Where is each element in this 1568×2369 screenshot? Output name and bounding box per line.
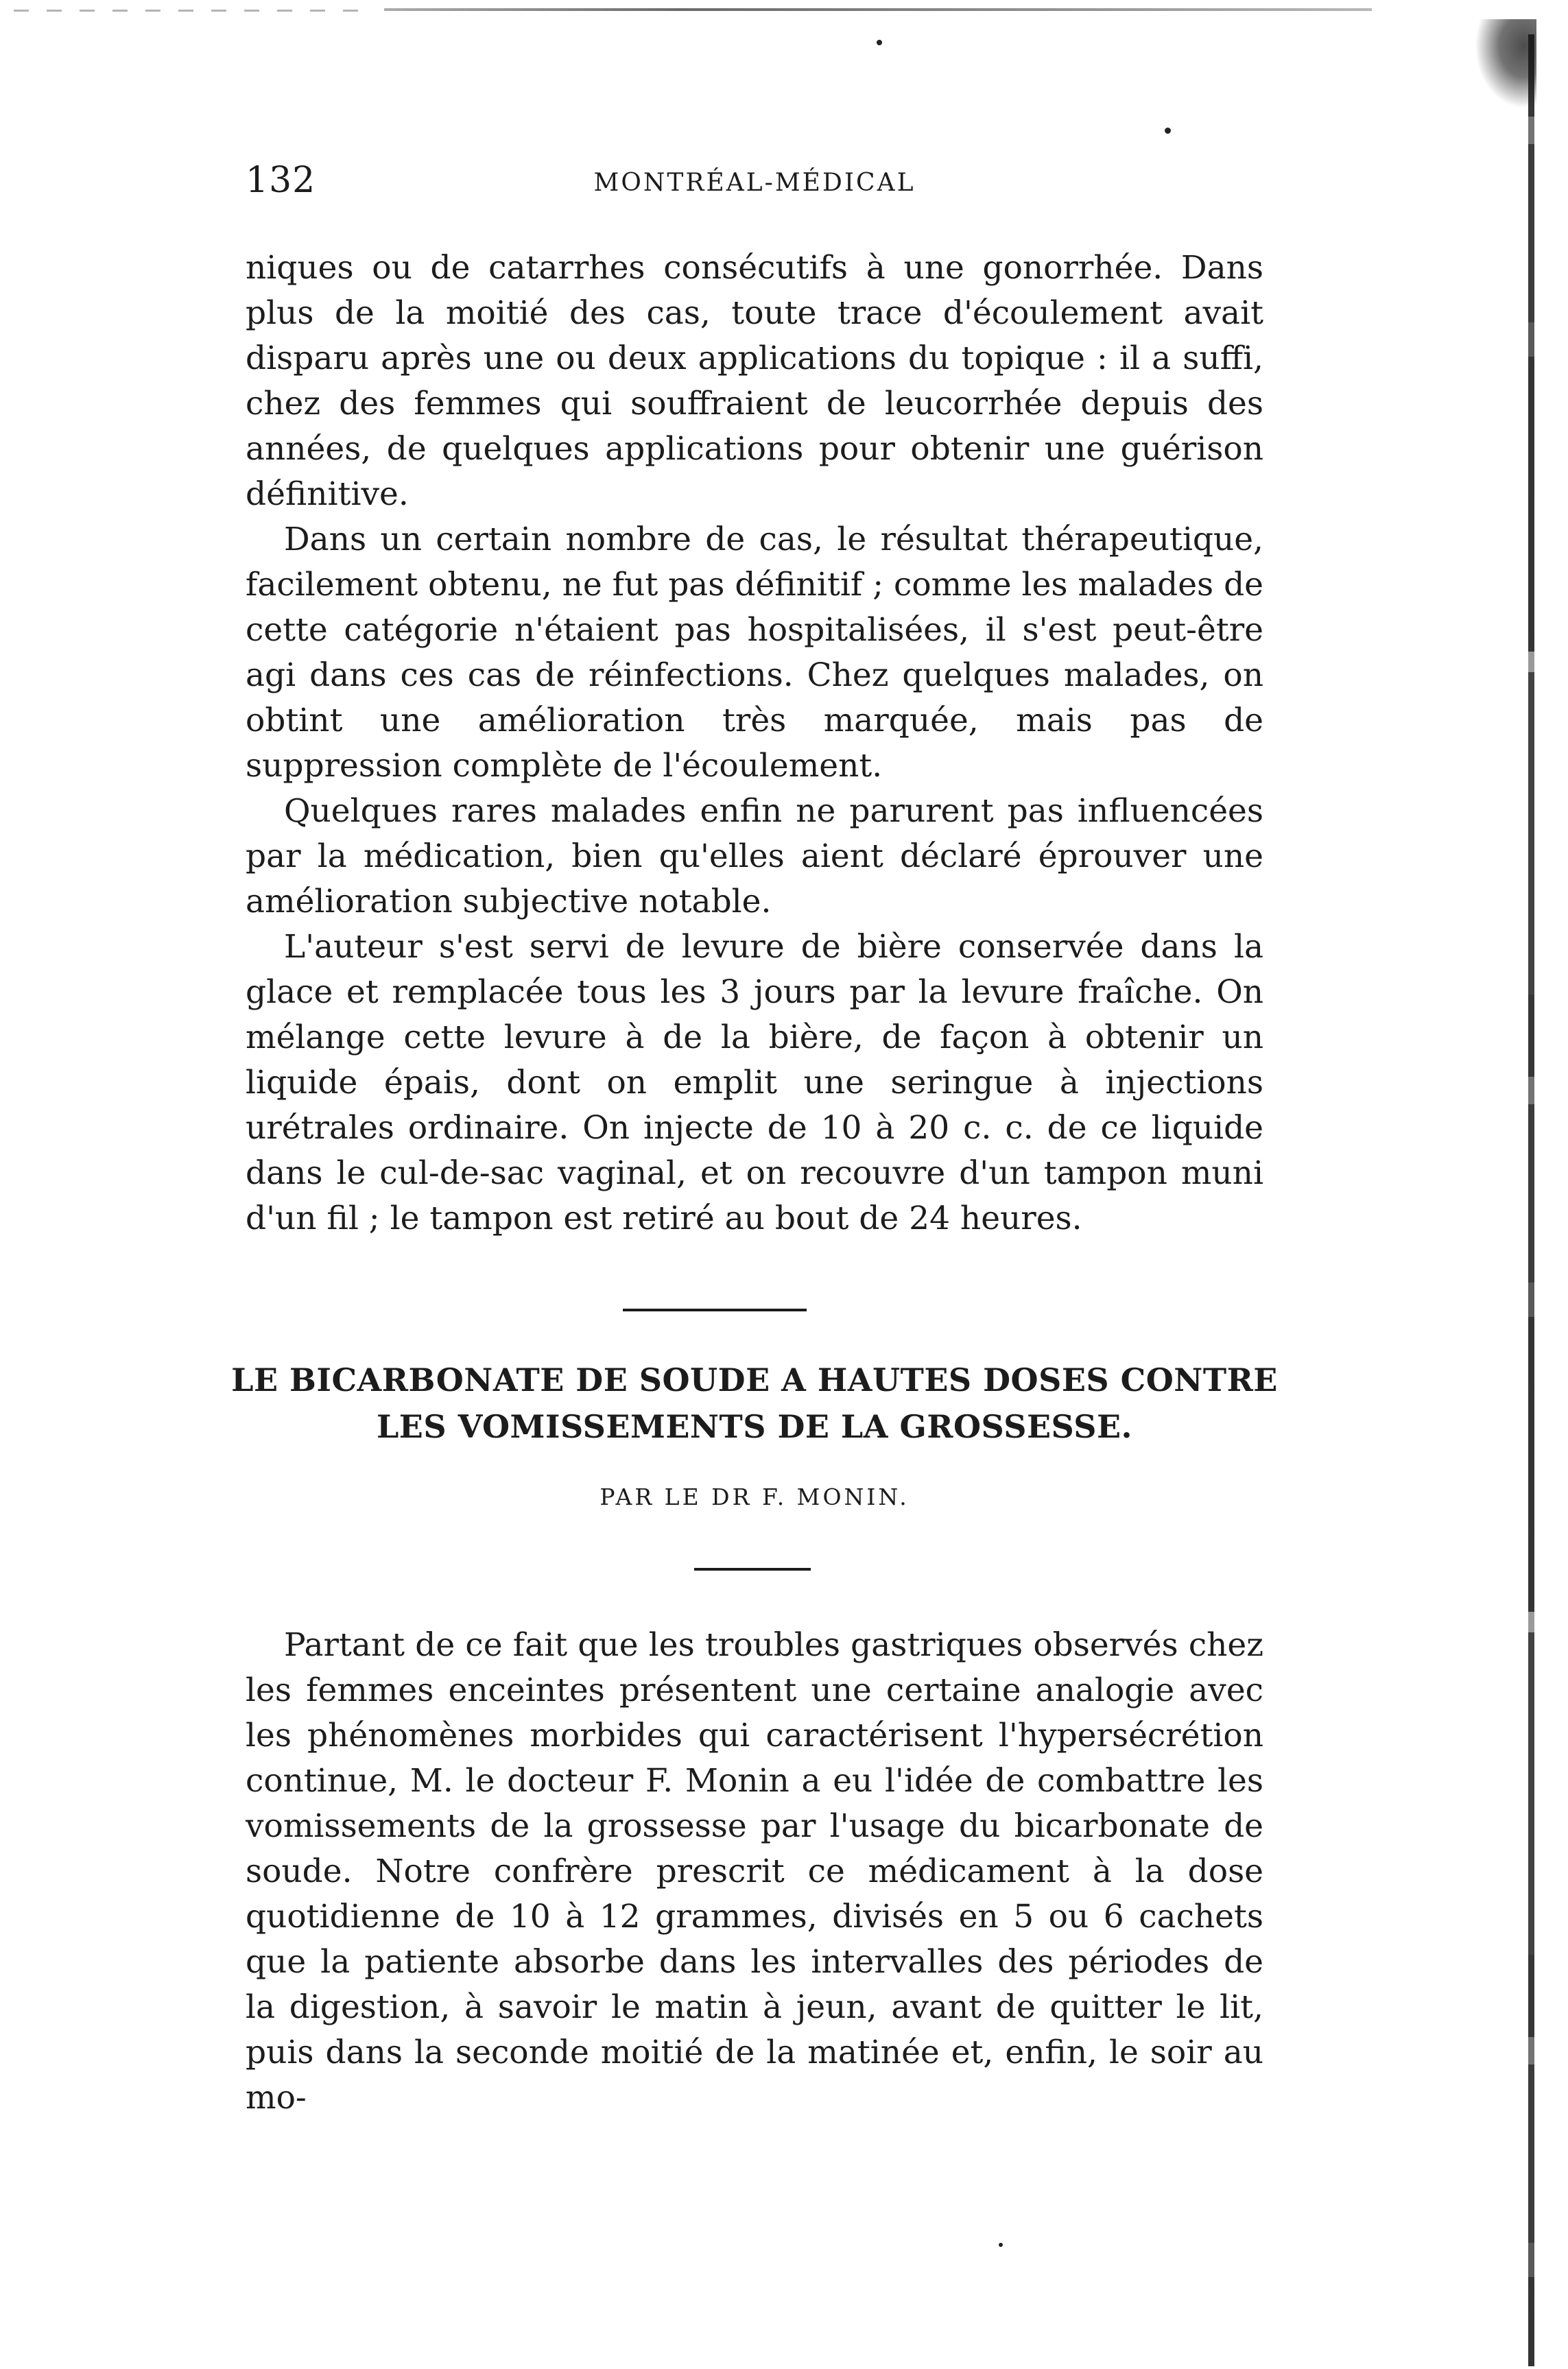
scan-speck [877,40,882,45]
page-number: 132 [246,160,316,201]
article-body [246,1623,1263,2121]
section-divider [623,1309,807,1311]
paragraph: L'auteur s'est servi de levure de bière conservée dans la glace et remplacée tous les 3 jours par la levure fraîche. On mélange cette levure à de la bière, de façon à obtenir un liquide épais, dont on emplit une seringue à injections urétrales ordinaire. On injecte de 10 à 20 c. c. de ce liquide dans le cul-de-sac vaginal, et on recouvre d'un tampon muni d'un fil ; le tampon est retiré au bout de 24 heures. [246,928,1263,1237]
scan-edge-artifact-top [384,8,1372,11]
running-head [246,156,1263,204]
continued-article-text [246,246,1263,1241]
article-byline: PAR LE DR F. MONIN. [599,1484,910,1510]
scan-edge-artifact-right [1528,34,1534,2366]
scan-speck [1165,128,1171,134]
journal-title: MONTRÉAL-MÉDICAL [593,169,916,197]
paragraph: Dans un certain nombre de cas, le résultat thérapeutique, facilement obtenu, ne fut pas définitif ; comme les malades de cette catégorie n'étaient pas hospitalisées, il s'est peut-être agi dans ces cas de réinfections. Chez quelques malades, on obtint une amélioration très marquée, mais pas de suppression complète de l'écoulement. [246,521,1263,785]
scan-speck [999,2243,1003,2247]
paragraph: Partant de ce fait que les troubles gastriques observés chez les femmes enceintes présentent une certaine analogie avec les phénomènes morbides qui caractérisent l'hypersécrétion continue, M. le docteur F. Monin a eu l'idée de combattre les vomissements de la grossesse par l'usage du bicarbonate de soude. Notre confrère prescrit ce médicament à la dose quotidienne de 10 à 12 grammes, divisés en 5 ou 6 cachets que la patiente absorbe dans les intervalles des périodes de la digestion, à savoir le matin à jeun, avant de quitter le lit, puis dans la seconde moitié de la matinée et, enfin, le soir au mo- [246,1626,1263,2117]
paragraph: Quelques rares malades enfin ne parurent pas influencées par la médication, bien qu'elles aient déclaré éprouver une amélioration subjective notable. [246,792,1263,920]
article-title [226,1357,1283,1450]
paragraph: niques ou de catarrhes consécutifs à une gonorrhée. Dans plus de la moitié des cas, toute trace d'écoulement avait disparu après une ou deux applications du topique : il a suffi, chez des femmes qui souffraient de leucorrhée depuis des années, de quelques applications pour obtenir une guérison définitive. [246,249,1263,513]
article-title-line: LES VOMISSEMENTS DE LA GROSSESSE. [376,1408,1133,1445]
scan-edge-artifact-top-left [14,10,370,12]
byline-divider [694,1568,811,1571]
scan-corner-artifact [1475,19,1536,108]
article-title-line: LE BICARBONATE DE SOUDE A HAUTES DOSES CONTRE [231,1361,1278,1398]
